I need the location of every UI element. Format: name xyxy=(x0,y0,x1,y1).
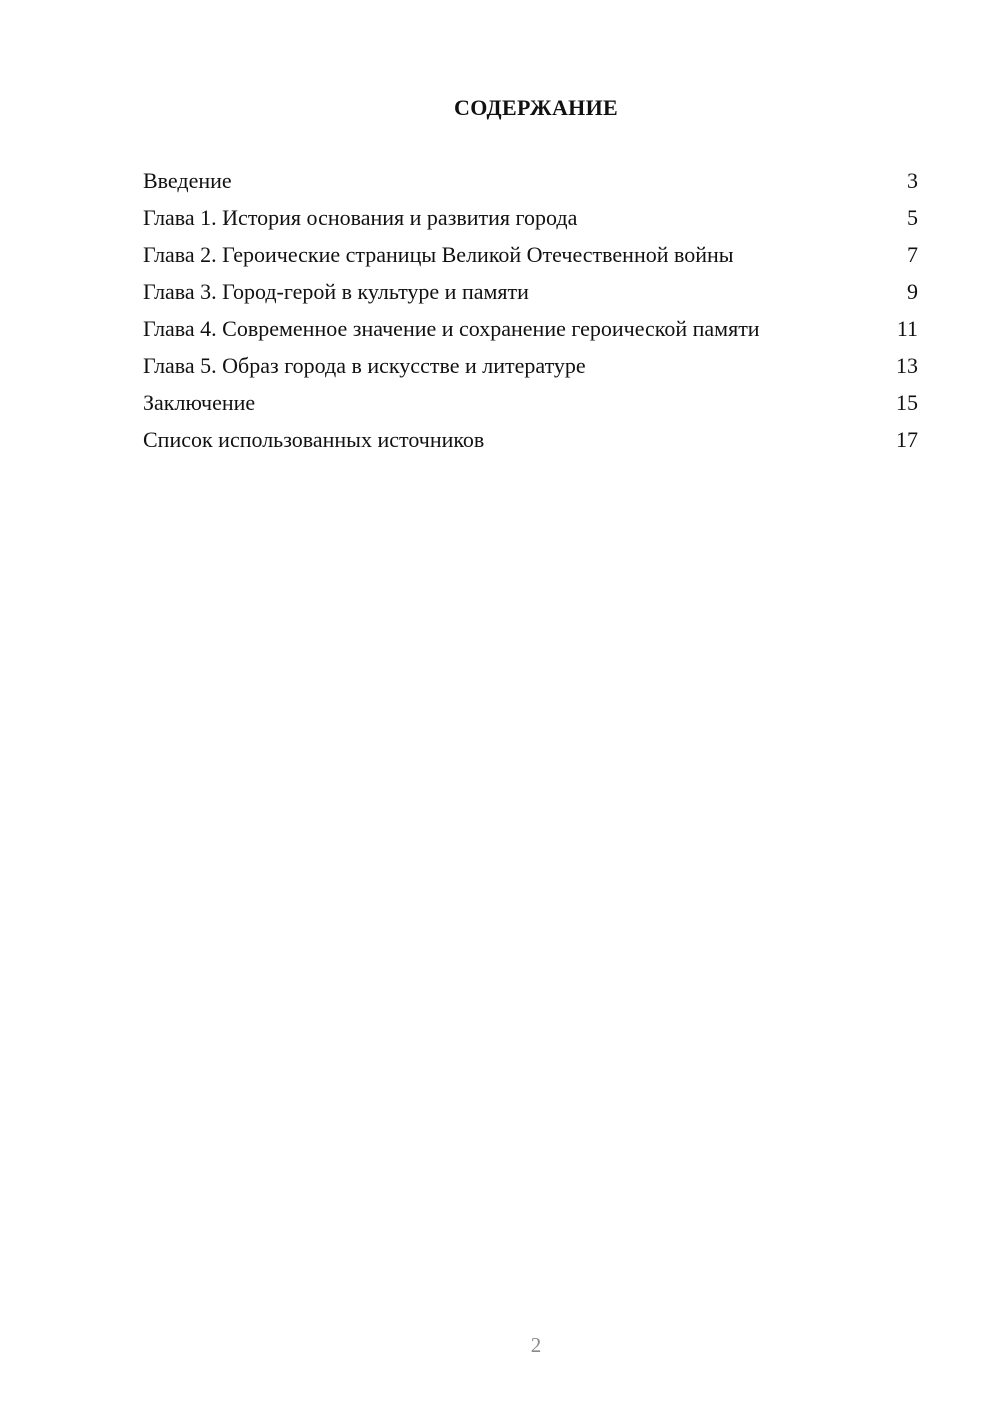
toc-entry-page: 9 xyxy=(907,279,918,304)
toc-entry-chapter-1 xyxy=(143,204,918,231)
toc-entry-chapter-2 xyxy=(143,241,918,268)
toc-entry-page: 13 xyxy=(896,353,918,378)
toc-entry-chapter-4 xyxy=(143,315,918,342)
toc-entry-title: Глава 5. Образ города в искусстве и литературе xyxy=(143,353,586,378)
toc-list xyxy=(143,167,918,463)
toc-heading: СОДЕРЖАНИЕ xyxy=(454,95,618,120)
toc-entry-title: Введение xyxy=(143,168,232,193)
toc-entry-page: 17 xyxy=(896,427,918,452)
toc-entry-title: Глава 3. Город-герой в культуре и памяти xyxy=(143,279,529,304)
toc-entry-page: 3 xyxy=(907,168,918,193)
toc-entry-page: 15 xyxy=(896,390,918,415)
toc-entry-title: Глава 1. История основания и развития города xyxy=(143,205,578,230)
toc-entry-title: Глава 2. Героические страницы Великой Отечественной войны xyxy=(143,242,734,267)
toc-entry-references xyxy=(143,426,918,453)
toc-entry-page: 11 xyxy=(896,316,918,341)
toc-entry-page: 5 xyxy=(907,205,918,230)
toc-entry-conclusion xyxy=(143,389,918,416)
toc-entry-title: Заключение xyxy=(143,390,256,415)
toc-entry-introduction xyxy=(143,167,918,194)
toc-entry-chapter-5 xyxy=(143,352,918,379)
toc-entry-title: Глава 4. Современное значение и сохранение героической памяти xyxy=(143,316,760,341)
toc-entry-page: 7 xyxy=(907,242,918,267)
toc-entry-chapter-3 xyxy=(143,278,918,305)
page-number: 2 xyxy=(530,1333,542,1357)
toc-entry-title: Список использованных источников xyxy=(143,427,485,452)
